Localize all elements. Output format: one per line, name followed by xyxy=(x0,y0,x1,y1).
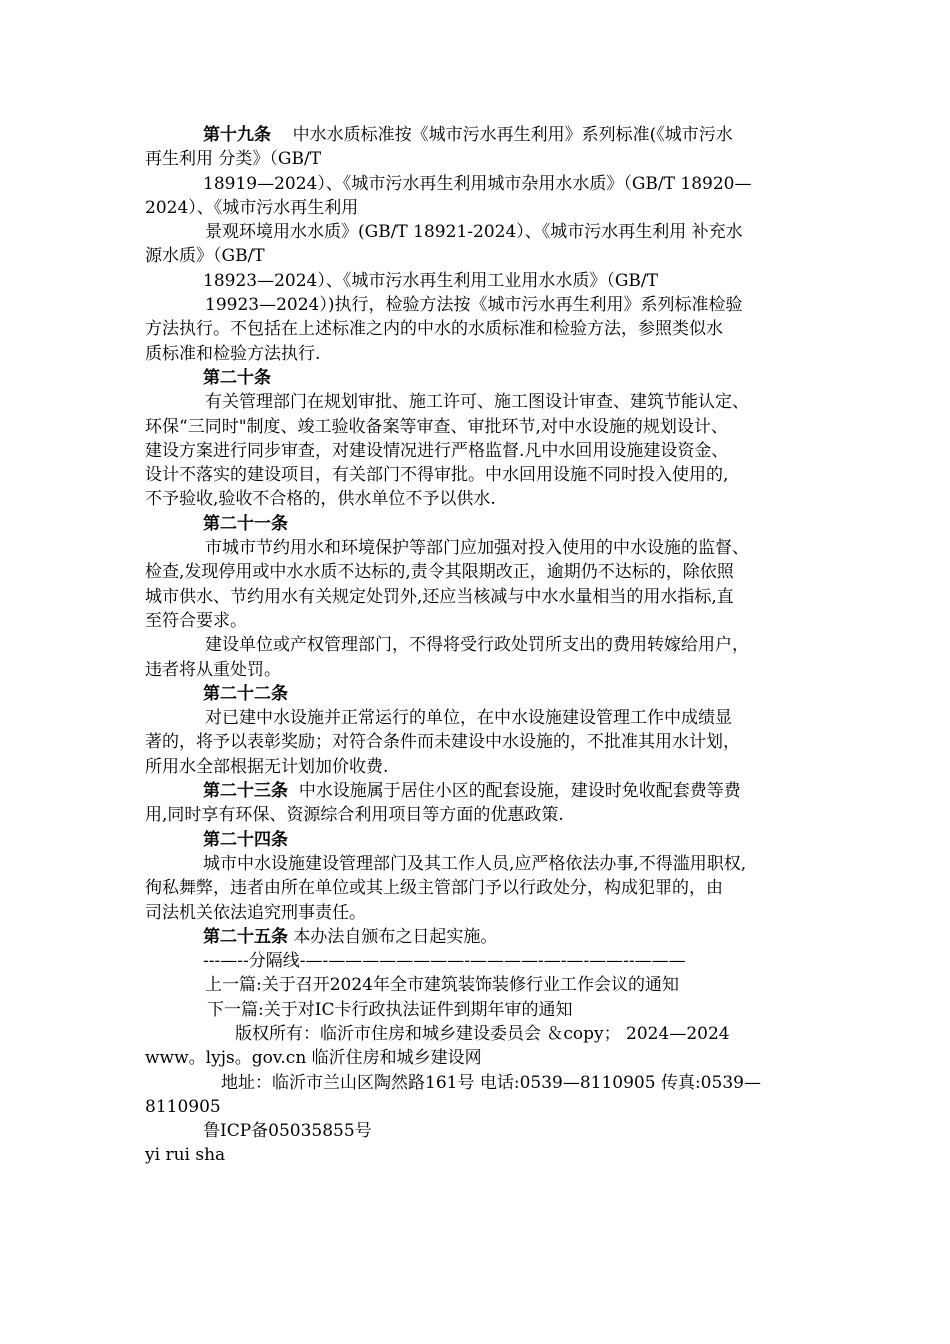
article-20-heading: 第二十条 xyxy=(203,367,271,388)
article-19-line-8: 19923—2024）)执行，检验方法按《城市污水再生利用》系列标准检验 xyxy=(205,295,743,316)
article-21-line-3: 城市供水、节约用水有关规定处罚外,还应当核减与中水水量相当的用水指标,直 xyxy=(145,586,734,607)
article-20-line-4: 设计不落实的建设项目，有关部门不得审批。中水回用设施不同时投入使用的, xyxy=(145,465,729,486)
prev-article-link[interactable]: 上一篇:关于召开2024年全市建筑装饰装修行业工作会议的通知 xyxy=(205,975,679,996)
article-19-text: 中水水质标准按《城市污水再生利用》系列标准(《城市污水 xyxy=(292,125,733,145)
next-article-link[interactable]: 下一篇:关于对IC卡行政执法证件到期年审的通知 xyxy=(207,999,573,1020)
article-20-line-2: 环保“三同时"制度、竣工验收备案等审查、审批环节,对中水设施的规划设计、 xyxy=(145,416,728,437)
site-name-link[interactable]: www。lyjs。gov.cn 临沂住房和城乡建设网 xyxy=(145,1048,482,1069)
article-22-heading: 第二十二条 xyxy=(203,683,288,704)
article-19-line-3: 18919—2024）、《城市污水再生利用城市杂用水水质》（GB/T 18920— xyxy=(203,173,752,194)
article-24-line-1: 城市中水设施建设管理部门及其工作人员,应严格依法办事,不得滥用职权, xyxy=(203,853,747,874)
article-20-line-1: 有关管理部门在规划审批、施工许可、施工图设计审查、建筑节能认定、 xyxy=(205,392,749,413)
article-23-text: 中水设施属于居住小区的配套设施，建设时免收配套费等费 xyxy=(298,781,741,802)
article-19-line-10: 质标准和检验方法执行. xyxy=(145,343,321,364)
article-20-line-5: 不予验收,验收不合格的，供水单位不予以供水. xyxy=(145,489,496,510)
article-22-line-2: 著的，将予以表彰奖励；对符合条件而未建设中水设施的，不批准其用水计划， xyxy=(145,732,740,753)
article-25-heading: 第二十五条 xyxy=(203,926,288,947)
article-24-line-2: 徇私舞弊，违者由所在单位或其上级主管部门予以行政处分，构成犯罪的，由 xyxy=(145,878,723,899)
article-19-line-2: 再生利用 分类》（GB/T xyxy=(145,149,322,170)
article-22-line-3: 所用水全部根据无计划加价收费. xyxy=(145,756,389,777)
article-21-line-2: 检查,发现停用或中水水质不达标的,责令其限期改正，逾期仍不达标的，除依照 xyxy=(145,562,734,583)
fax-tail-text: 8110905 xyxy=(145,1096,221,1117)
article-22-line-1: 对已建中水设施并正常运行的单位，在中水设施建设管理工作中成绩显 xyxy=(205,708,732,729)
document-page xyxy=(145,123,813,1168)
divider-line: ---—--分隔线-—-————————-————-—-—-——--——— xyxy=(203,951,686,972)
article-21-line-1: 市城市节约用水和环境保护等部门应加强对投入使用的中水设施的监督、 xyxy=(205,538,749,559)
article-21-line-5: 建设单位或产权管理部门，不得将受行政处罚所支出的费用转嫁给用户， xyxy=(205,635,749,656)
copyright-text: 版权所有：临沂市住房和城乡建设委员会 ＆copy； 2024—2024 xyxy=(235,1023,730,1044)
article-21-line-4: 至符合要求。 xyxy=(145,610,247,631)
signature-text: yi rui sha xyxy=(145,1145,226,1166)
article-23-heading: 第二十三条 xyxy=(203,781,288,802)
article-24-heading: 第二十四条 xyxy=(203,829,288,850)
icp-number: 鲁ICP备05035855号 xyxy=(203,1121,372,1142)
article-19-line-5: 景观环境用水水质》(GB/T 18921-2024）、《城市污水再生利用 补充水 xyxy=(205,222,743,243)
article-23-line-2: 用,同时享有环保、资源综合利用项目等方面的优惠政策. xyxy=(145,805,564,826)
article-25-text: 本办法自颁布之日起实施。 xyxy=(293,926,498,947)
article-19-heading: 第十九条 xyxy=(203,125,271,145)
article-19-line-9: 方法执行。不包括在上述标准之内的中水的水质标准和检验方法，参照类似水 xyxy=(145,319,723,340)
article-19-line-6: 源水质》（GB/T xyxy=(145,246,265,267)
article-23-line-1 xyxy=(145,779,813,803)
article-19-line-7: 18923—2024）、《城市污水再生利用工业用水水质》（GB/T xyxy=(203,270,658,291)
article-24-line-3: 司法机关依法追究刑事责任。 xyxy=(145,902,366,923)
article-19-line-1 xyxy=(145,123,813,147)
article-19-line-4: 2024）、《城市污水再生利用 xyxy=(145,197,359,218)
article-25-line-1 xyxy=(145,925,813,949)
address-text: 地址：临沂市兰山区陶然路161号 电话:0539—8110905 传真:0539— xyxy=(221,1072,761,1093)
article-21-line-6: 违者将从重处罚。 xyxy=(145,659,281,680)
article-21-heading: 第二十一条 xyxy=(203,513,288,534)
article-20-line-3: 建设方案进行同步审查，对建设情况进行严格监督.凡中水回用设施建设资金、 xyxy=(145,440,729,461)
